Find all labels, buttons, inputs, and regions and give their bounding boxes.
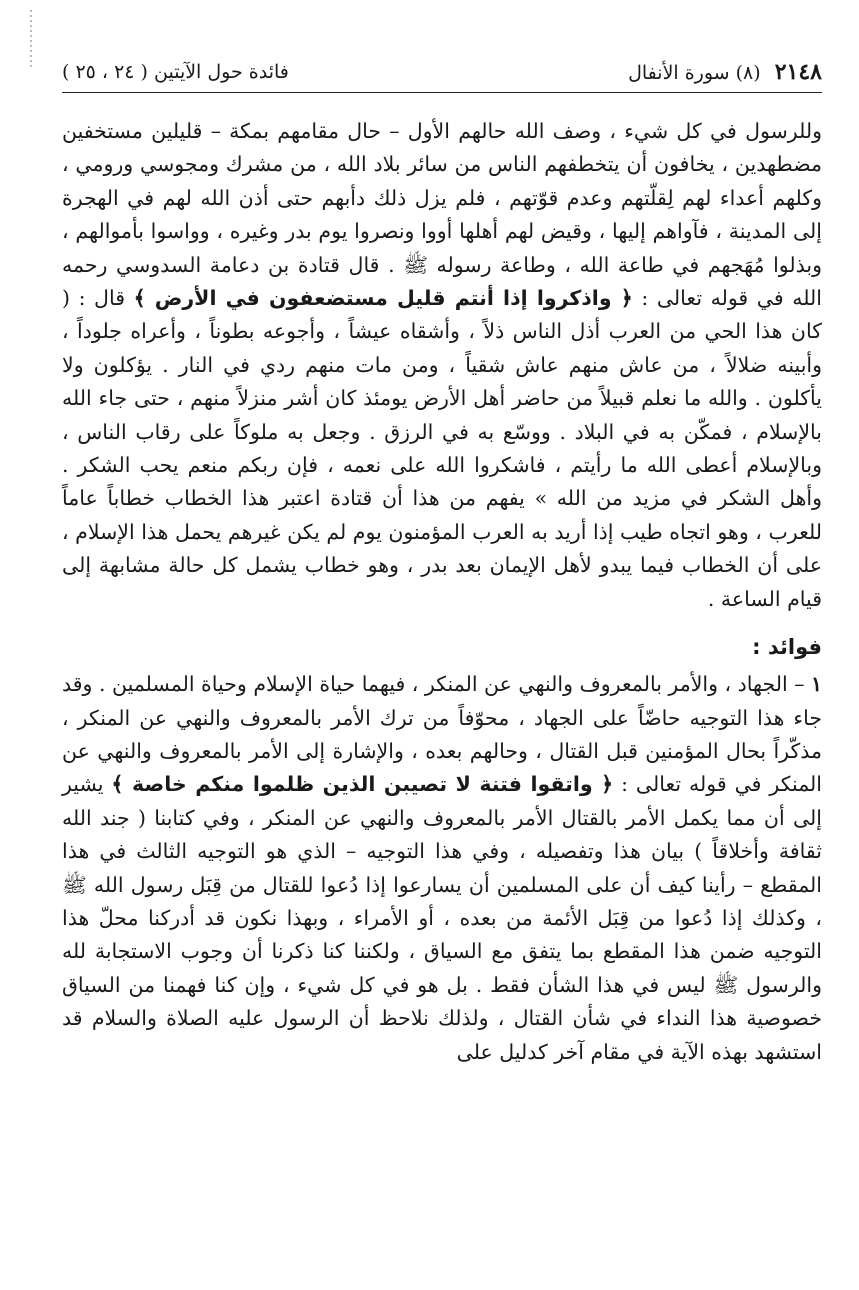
body-text: [62, 115, 822, 1069]
header-right: [628, 52, 822, 93]
page: [62, 52, 822, 1262]
running-header: [62, 52, 822, 93]
paragraph-two-text-b: يشير إلى أن مما يكمل الأمر بالقتال الأمر بالمعروف والنهي عن المنكر ، وفي كتابنا ( جند الله ثقافة وأخلاقاً ) بيان هذا وتفصيله ، وفي هذا التوجيه – الذي هو التوجيه الثالث في هذا المقطع – رأينا كيف أن على المسلمين أن يسارعوا إذا دُعوا للقتال من قِبَل رسول الله ﷺ ، وكذلك إذا دُعوا من قِبَل الأئمة من بعده ، أو الأمراء ، وبهذا نكون قد أدركنا محلّ هذا التوجيه ضمن هذا المقطع بما يتفق مع السياق ، ولكننا كنا ذكرنا أن وجوب الاستجابة لله والرسول ﷺ ليس في هذا الشأن فقط . بل هو في كل شيء ، وإن كنا فهمنا من السياق خصوصية هذا النداء في شأن القتال ، ولذلك نلاحظ أن الرسول عليه الصلاة والسلام قد استشهد بهذه الآية في مقام آخر كدليل على: [62, 772, 822, 1064]
page-number: ٢١٤٨: [774, 59, 822, 85]
item-number: ١: [810, 672, 822, 697]
paragraph-one-text-a: وللرسول في كل شيء ، وصف الله حالهم الأول – حال مقامهم بمكة – قليلين مستخفين مضطهدين ، يخافون أن يتخطفهم الناس من سائر بلاد الله ، من مشرك ومجوسي ورومي ، وكلهم أعداء لهم لِقلّتهم وعدم قوّتهم ، فلم يزل ذلك دأبهم حتى أذن الله لهم في الهجرة إلى المدينة ، فآواهم إليها ، وقيض لهم أهلها أووا ونصروا يوم بدر وغيره ، وواسوا بأموالهم ، وبذلوا مُهَجهم في طاعة الله ، وطاعة رسوله ﷺ . قال قتادة بن دعامة السدوسي رحمه الله في قوله تعالى :: [62, 119, 822, 311]
section-heading: فوائد :: [752, 635, 822, 660]
paragraph-two: [62, 668, 822, 1069]
header-topic: فائدة حول الآيتين ( ٢٤ ، ٢٥ ): [62, 61, 289, 83]
surah-title: (٨) سورة الأنفال: [628, 62, 761, 84]
paragraph-one: [62, 115, 822, 616]
quran-verse-one: ﴿ واذكروا إذا أنتم قليل مستضعفون في الأرض ﴾: [133, 286, 633, 311]
paragraph-one-text-b: قال : ( كان هذا الحي من العرب أذل الناس ذلاً ، وأشقاه عيشاً ، وأجوعه بطوناً ، وأعراه جلوداً ، وأبينه ضلالاً ، من عاش منهم عاش شقياً ، ومن مات منهم ردي في النار . يؤكلون ولا يأكلون . والله ما نعلم قبيلاً من حاضر أهل الأرض يومئذ كان أشر منزلاً منهم ، حتى جاء الله بالإسلام ، فمكّن به في البلاد . ووسّع به في الرزق . وجعل به ملوكاً على رقاب الناس ، وبالإسلام أعطى الله ما رأيتم ، فاشكروا الله على نعمه ، فإن ربكم منعم يحب الشكر . وأهل الشكر في مزيد من الله » يفهم من هذا أن قتادة اعتبر هذا الخطاب خطاباً عاماً للعرب ، وهو اتجاه طيب إذا أريد به العرب المؤمنون يوم لم يكن غيرهم يحمل هذا الإسلام ، على أن الخطاب فيما يبدو لأهل الإيمان بعد بدر ، وهو خطاب يشمل كل حالة مشابهة إلى قيام الساعة .: [62, 286, 822, 611]
margin-ticks: [30, 10, 32, 70]
quran-verse-two: ﴿ واتقوا فتنة لا تصيبن الذين ظلموا منكم خاصة ﴾: [111, 772, 614, 797]
paragraph-two-text-a: – الجهاد ، والأمر بالمعروف والنهي عن المنكر ، فيهما حياة الإسلام وحياة المسلمين . وقد جاء هذا التوجيه حاضّاً على الجهاد ، محوّفاً من ترك الأمر بالمعروف والنهي عن المنكر ، مذكّراً بحال المؤمنين قبل القتال ، وحالهم بعده ، والإشارة إلى الأمر بالمعروف والنهي عن المنكر في قوله تعالى :: [62, 672, 822, 797]
